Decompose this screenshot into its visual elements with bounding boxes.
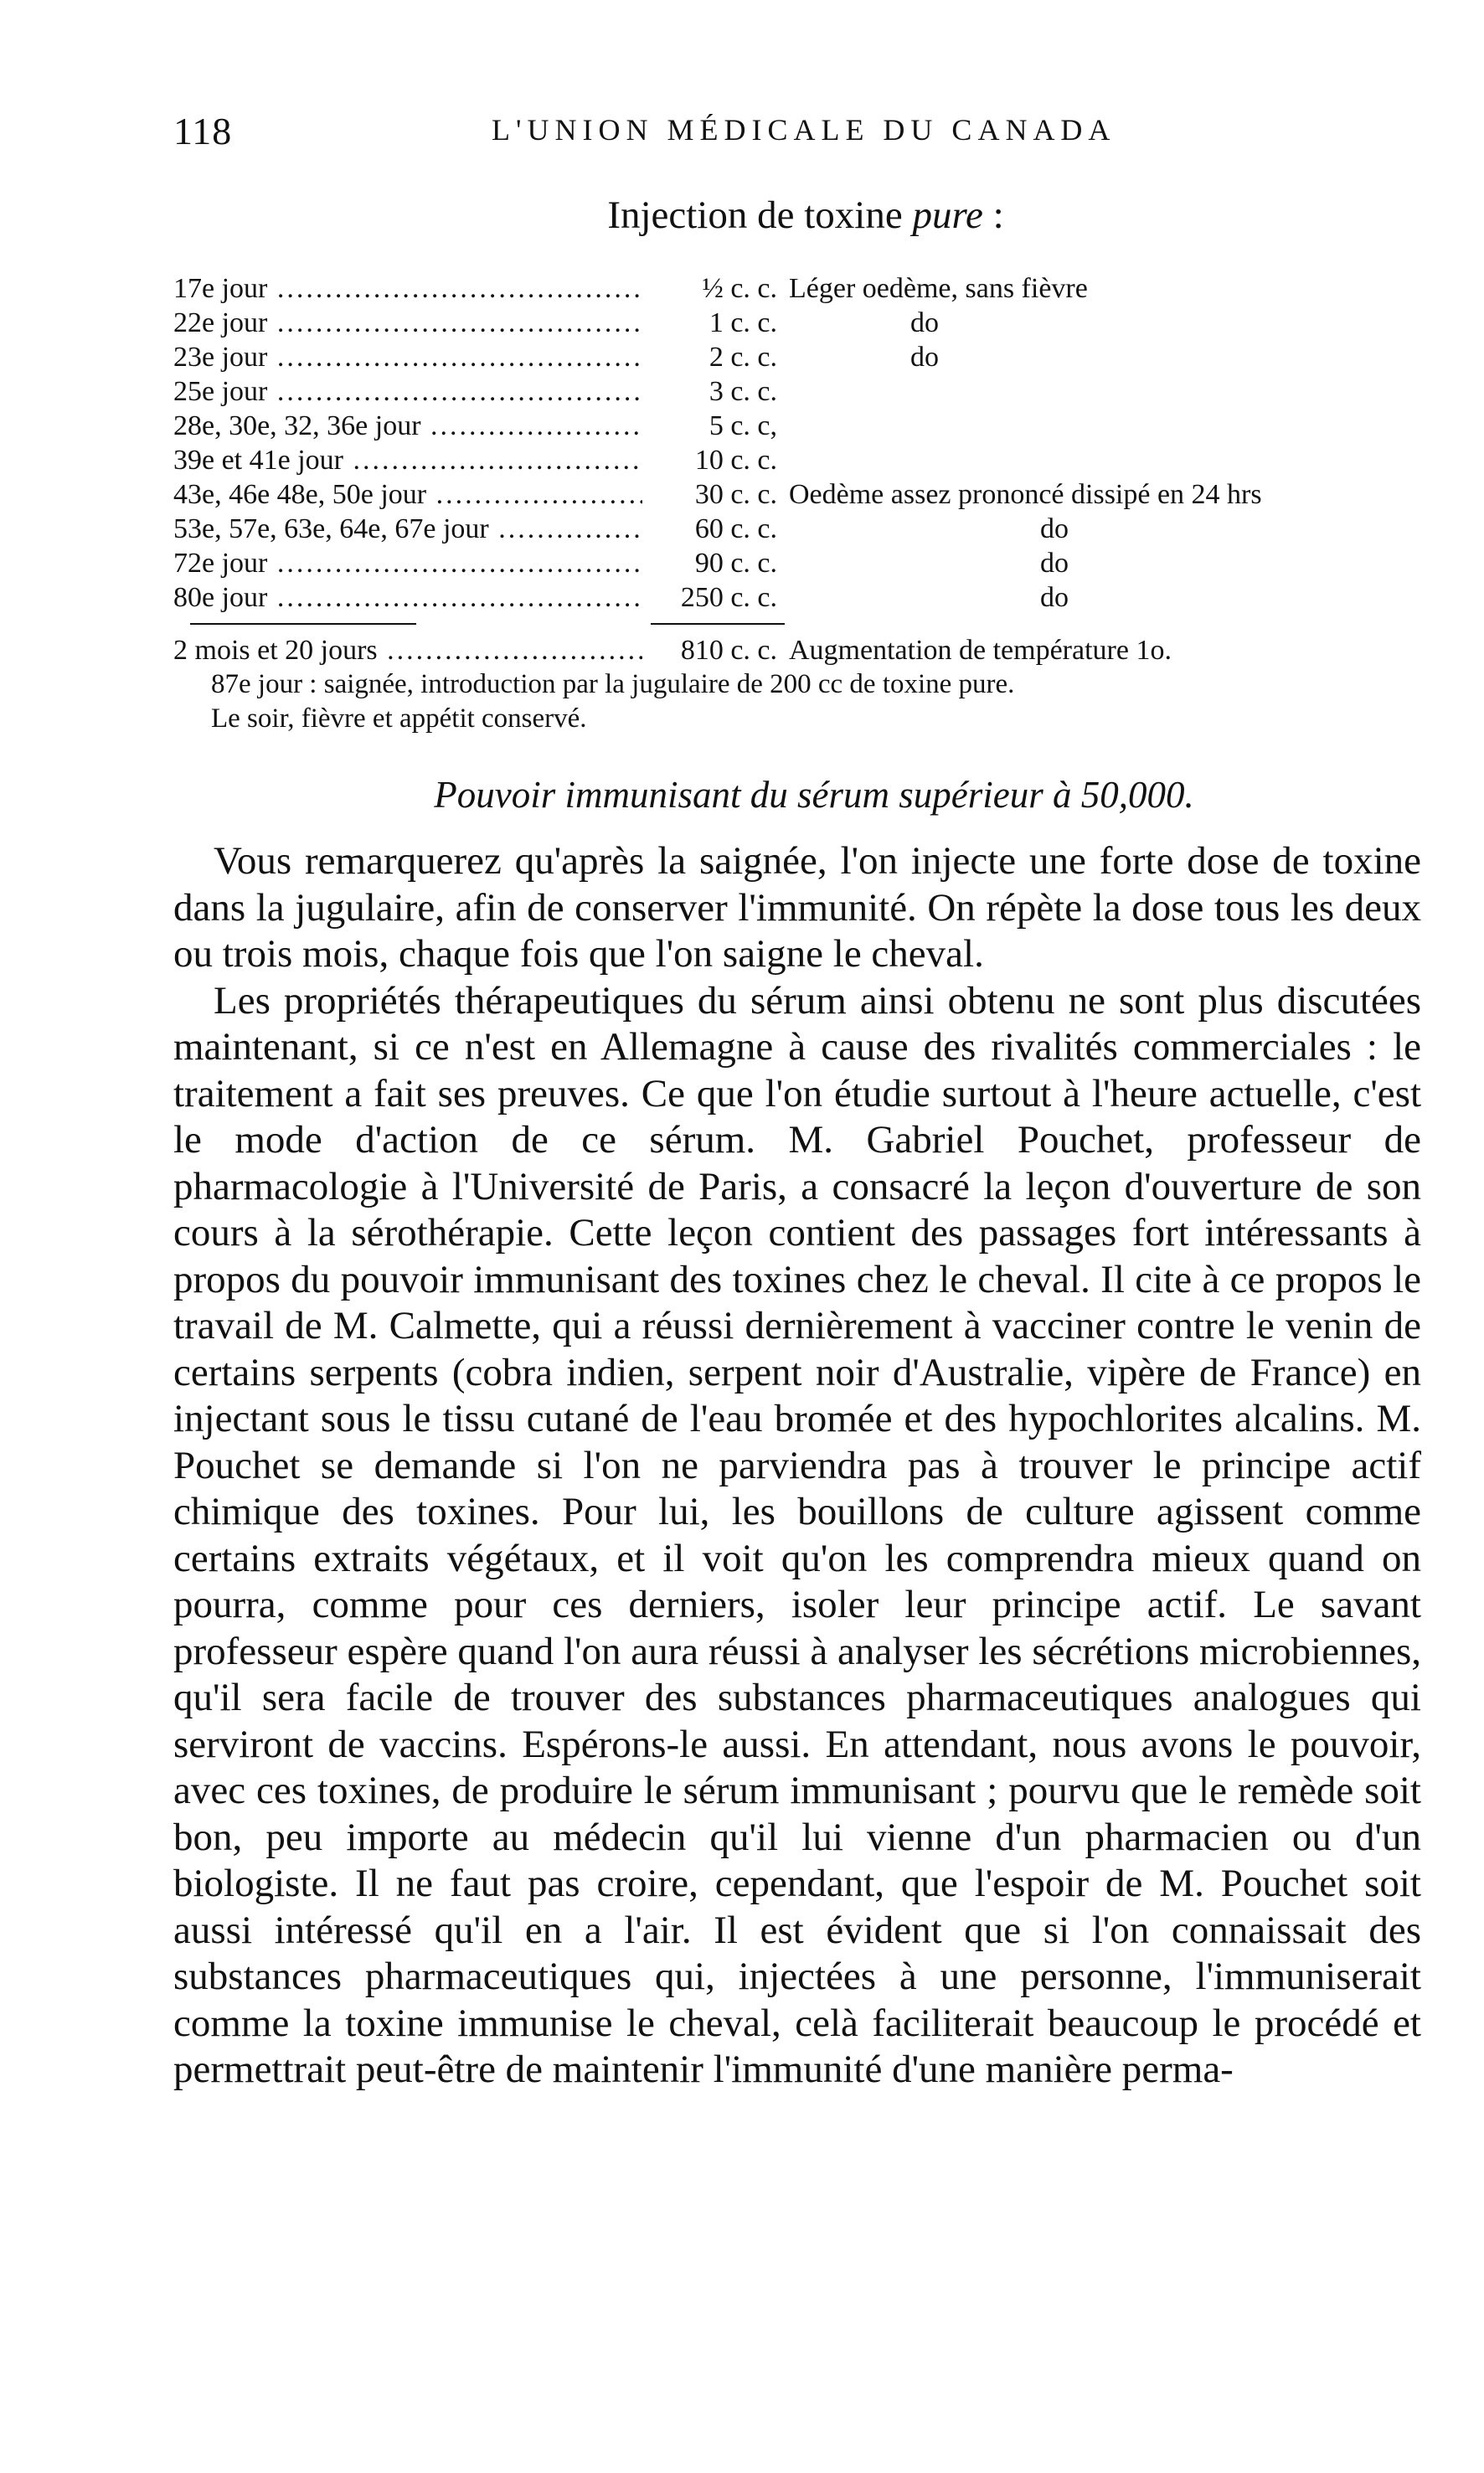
dose-cell: 250 c. c. — [647, 580, 777, 615]
day-cell: 23e jour ..... — [173, 340, 642, 374]
table-row — [173, 477, 1421, 512]
dose-cell: 2 c. c. — [647, 340, 777, 374]
note-cell: do — [1040, 548, 1069, 579]
day-cell: 39e et 41e jour ..... — [173, 443, 642, 477]
caption-prefix: Injection de toxine — [607, 193, 913, 237]
note-cell: do — [1040, 513, 1069, 544]
dose-cell: 3 c. c. — [647, 374, 777, 409]
total-row — [173, 633, 1421, 667]
table-row — [173, 580, 1421, 615]
dose-cell: 1 c. c. — [647, 306, 777, 340]
table-footnote: Le soir, fièvre et appétit conservé. — [211, 703, 587, 734]
caption-suffix: : — [982, 193, 1004, 237]
page-number: 118 — [173, 110, 233, 152]
dose-cell: 30 c. c. — [647, 477, 777, 512]
note-cell: Oedème assez prononcé dissipé en 24 hrs — [789, 479, 1262, 510]
day-cell: 28e, 30e, 32, 36e jour ..... — [173, 409, 642, 443]
table-row — [173, 409, 1421, 443]
day-cell: 53e, 57e, 63e, 64e, 67e jour ..... — [173, 512, 642, 546]
journal-title: L'UNION MÉDICALE DU CANADA — [492, 113, 1116, 147]
total-note: Augmentation de température 1o. — [789, 635, 1172, 666]
day-cell: 72e jour ..... — [173, 546, 642, 580]
table-row — [173, 546, 1421, 580]
paragraph: Les propriétés thérapeutiques du sérum ainsi obtenu ne sont plus discutées maintenant, si ce n'est en Allemagne à cause des rivalités commerciales : le traitement a fait ses preuves. Ce que l'on étudie surtout à l'heure actuelle, c'est le mode d'action de ce sérum. M. Gabriel Pouchet, professeur de pharmacologie à l'Université de Paris, a consacré la leçon d'ouverture de son cours à la sérothérapie. Cette leçon contient des passages fort intéressants à propos du pouvoir immunisant des toxines chez le cheval. Il cite à ce propos le travail de M. Calmette, qui a réussi dernièrement à vacciner contre le venin de certains serpents (cobra indien, serpent noir d'Australie, vipère de France) en injectant sous le tissu cutané de l'eau bromée et des hypochlorites alcalins. M. Pouchet se demande si l'on ne parviendra pas à trouver le principe actif chimique des toxines. Pour lui, les bouillons de culture agissent comme certains extraits végétaux, et il voit qu'on les comprendra mieux quand on pourra, comme pour ces derniers, isoler leur principe actif. Le savant professeur espère quand l'on aura réussi à analyser les sécrétions microbiennes, qu'il sera facile de trouver des substances pharmaceutiques analogues qui serviront de vaccins. Espérons-le aussi. En attendant, nous avons le pouvoir, avec ces toxines, de produire le sérum immunisant ; pourvu que le remède soit bon, peu importe au médecin qu'il lui vienne d'un pharmacien ou d'un biologiste. Il ne faut pas croire, cependant, que l'espoir de M. Pouchet soit aussi intéressé qu'il en a l'air. Il est évident que si l'on connaissait des substances pharmaceutiques qui, injectées à une personne, l'immuniserait comme la toxine immunise le cheval, celà faciliterait beaucoup le procédé et permettrait peut-être de maintenir l'immunité d'une manière perma- — [173, 978, 1421, 2091]
day-cell: 17e jour ..... — [173, 271, 642, 306]
dose-cell: 60 c. c. — [647, 512, 777, 546]
note-cell: do — [1040, 582, 1069, 613]
dose-cell: 5 c. c, — [647, 409, 777, 443]
table-row — [173, 374, 1421, 409]
dose-cell: ½ c. c. — [647, 271, 777, 306]
table-caption — [173, 193, 1421, 238]
book-page — [173, 109, 1421, 2094]
body-text — [173, 838, 1421, 2094]
rule-divider — [651, 623, 785, 625]
caption-italic: pure — [912, 193, 983, 237]
table-footnote: 87e jour : saignée, introduction par la jugulaire de 200 cc de toxine pure. — [211, 669, 1015, 699]
day-cell: 25e jour ..... — [173, 374, 642, 409]
table-row — [173, 512, 1421, 546]
day-cell: 80e jour ..... — [173, 580, 642, 615]
table-row — [173, 340, 1421, 374]
note-cell: do — [910, 342, 939, 373]
total-duration: 2 mois et 20 jours ..... — [173, 633, 642, 667]
rule-divider — [190, 623, 416, 625]
dose-cell: 10 c. c. — [647, 443, 777, 477]
note-cell: do — [910, 307, 939, 338]
section-heading: Pouvoir immunisant du sérum supérieur à 50,000. — [434, 774, 1194, 816]
note-cell: Léger oedème, sans fièvre — [789, 273, 1088, 304]
day-cell: 22e jour ..... — [173, 306, 642, 340]
total-dose: 810 c. c. — [647, 633, 777, 667]
table-row — [173, 443, 1421, 477]
sum-rules — [173, 615, 1421, 633]
injection-schedule-table — [173, 271, 1421, 736]
running-head — [173, 109, 1421, 167]
paragraph: Vous remarquerez qu'après la saignée, l'on injecte une forte dose de toxine dans la jugulaire, afin de conserver l'immunité. On répète la dose tous les deux ou trois mois, chaque fois que l'on saigne le cheval. — [173, 839, 1421, 976]
dose-cell: 90 c. c. — [647, 546, 777, 580]
table-row — [173, 306, 1421, 340]
table-row — [173, 271, 1421, 306]
day-cell: 43e, 46e 48e, 50e jour ..... — [173, 477, 642, 512]
